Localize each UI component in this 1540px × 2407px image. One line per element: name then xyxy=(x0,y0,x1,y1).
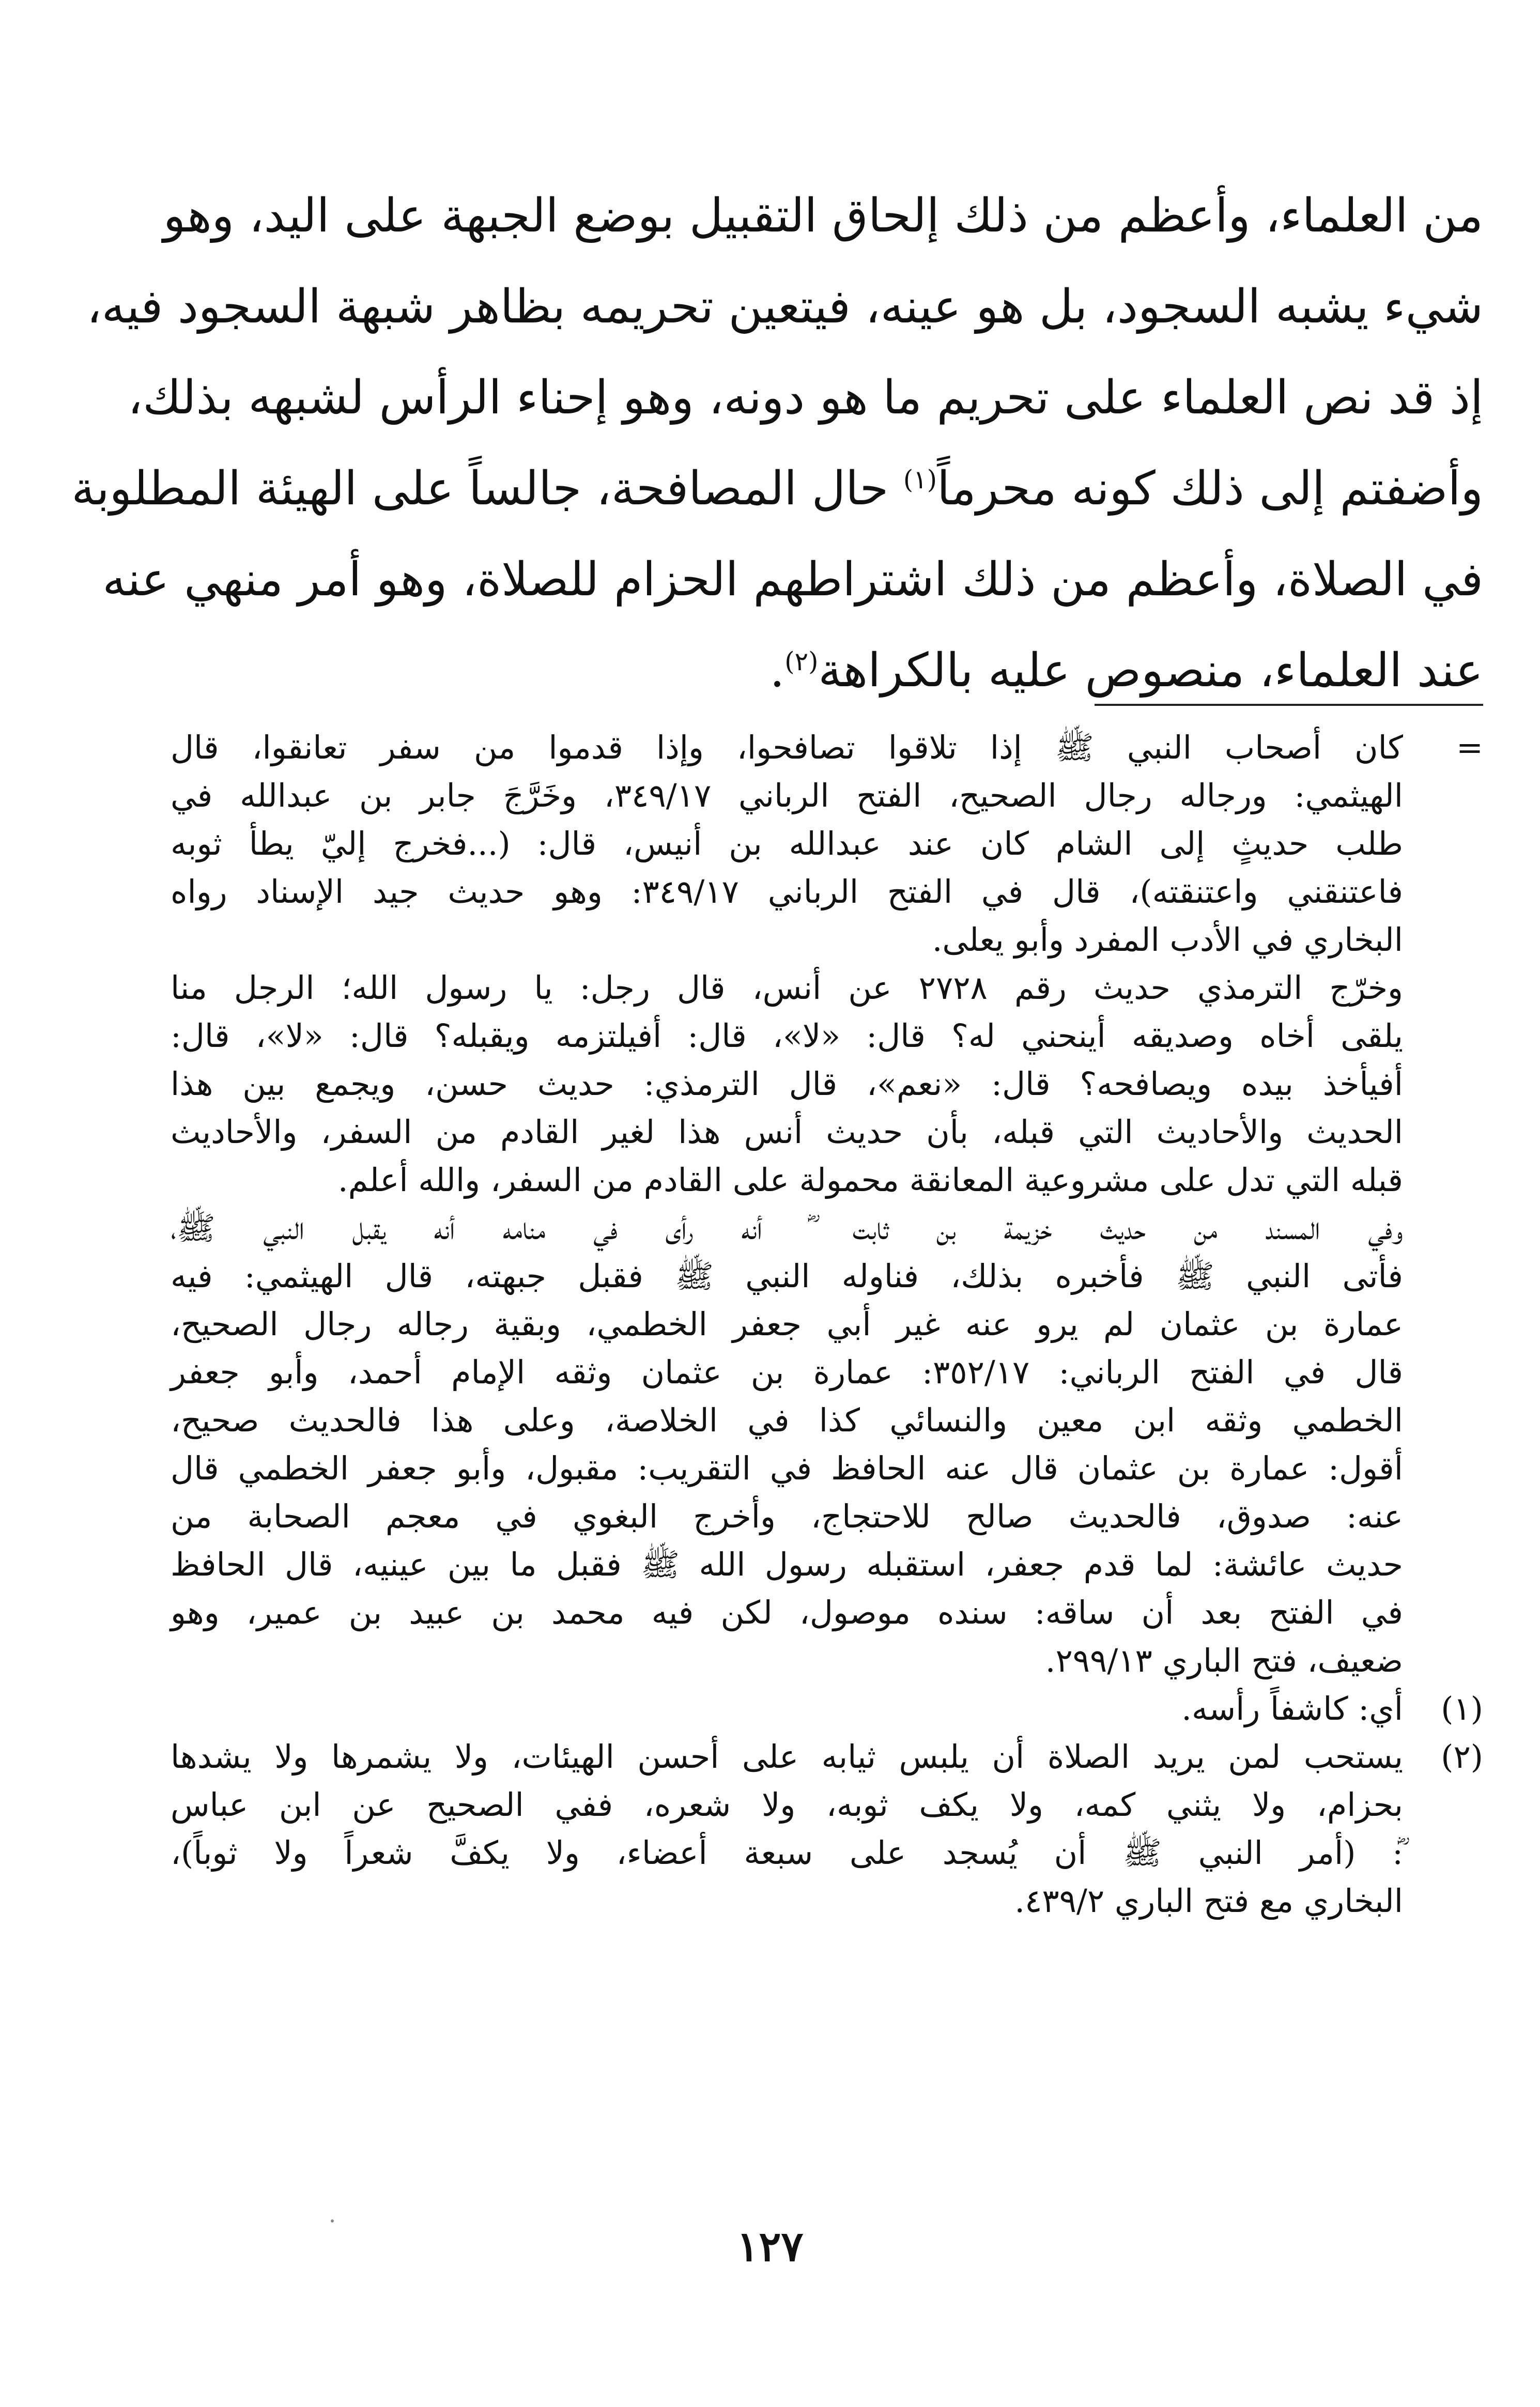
main-line-4-part2: حال المصافحة، جالساً على الهيئة المطلوبة xyxy=(71,461,903,516)
footnote-line: الحديث والأحاديث التي قبله، بأن حديث أنس هذا لغير القادم من السفر، والأحاديث xyxy=(171,1113,1403,1151)
footnote-ref-2: (٢) xyxy=(784,646,819,676)
footnote-line: طلب حديثٍ إلى الشام كان عند عبدالله بن أنيس، قال: (...فخرج إليّ يطأ ثوبه xyxy=(171,825,1403,862)
footnote-line: يستحب لمن يريد الصلاة أن يلبس ثيابه على أحسن الهيئات، ولا يشمرها ولا يشدها xyxy=(171,1738,1403,1776)
main-line-6 xyxy=(171,625,1483,716)
footnote-line: في الفتح بعد أن ساقه: سنده موصول، لكن فيه محمد بن عبيد بن عمير، وهو xyxy=(171,1594,1403,1631)
footnote-line: يلقى أخاه وصديقه أينحني له؟ قال: «لا»، قال: أفيلتزمه ويقبله؟ قال: «لا»، قال: xyxy=(171,1017,1403,1055)
footnote-line: وفي المسند من حديث خزيمة بن ثابت ؓ أنه رأى في منامه أنه يقبل النبي ﷺ، xyxy=(171,1209,1403,1247)
footnote-line: كان أصحاب النبي ﷺ إذا تلاقوا تصافحوا، وإذا قدموا من سفر تعانقوا، قال xyxy=(171,729,1403,766)
main-line-3: إذ قد نص العلماء على تحريم ما هو دونه، وهو إحناء الرأس لشبهه بذلك، xyxy=(128,371,1483,425)
footnotes-section xyxy=(171,723,1483,1925)
main-line-4 xyxy=(71,443,1483,534)
main-line-1: من العلماء، وأعظم من ذلك إلحاق التقبيل بوضع الجبهة على اليد، وهو xyxy=(163,189,1483,243)
scan-speck xyxy=(331,2219,334,2223)
footnote-paragraph-tirmidhi xyxy=(171,964,1483,1204)
footnote-line: قبله التي تدل على مشروعية المعانقة محمولة على القادم من السفر، والله أعلم. xyxy=(337,1161,1403,1199)
footnote-line: أفيأخذ بيده ويصافحه؟ قال: «نعم»، قال الترمذي: حديث حسن، ويجمع بين هذا xyxy=(171,1065,1403,1103)
footnote-continued xyxy=(171,723,1483,964)
footnote-continuation-marker: = xyxy=(1456,729,1483,766)
main-line-2: شيء يشبه السجود، بل هو عينه، فيتعين تحريمه بظاهر شبهة السجود فيه، xyxy=(86,280,1483,334)
footnote-line: البخاري مع فتح الباري ٤٣٩/٢. xyxy=(1014,1882,1403,1920)
footnote-2 xyxy=(171,1733,1483,1925)
footnote-line: الخطمي وثقه ابن معين والنسائي كذا في الخلاصة، وعلى هذا فالحديث صحيح، xyxy=(171,1401,1403,1439)
footnote-line: عمارة بن عثمان لم يرو عنه غير أبي جعفر الخطمي، وبقية رجاله رجال الصحيح، xyxy=(171,1305,1403,1343)
footnote-line: ؓ: (أمر النبي ﷺ أن يُسجد على سبعة أعضاء، ولا يكفَّ شعراً ولا ثوباً)، xyxy=(171,1834,1403,1872)
main-line-6-part2: . xyxy=(769,643,785,698)
footnote-line: أقول: عمارة بن عثمان قال عنه الحافظ في التقريب: مقبول، وأبو جعفر الخطمي قال xyxy=(171,1449,1403,1487)
footnote-line: ضعيف، فتح الباري ٢٩٩/١٣. xyxy=(1045,1642,1403,1679)
main-line-5: في الصلاة، وأعظم من ذلك اشتراطهم الحزام للصلاة، وهو أمر منهي عنه xyxy=(102,552,1483,607)
footnote-line: عنه: صدوق، فالحديث صالح للاحتجاج، وأخرج البغوي في معجم الصحابة من xyxy=(171,1498,1403,1535)
footnote-line: فاعتنقني واعتنقته)، قال في الفتح الرباني ٣٤٩/١٧: وهو حديث جيد الإسناد رواه xyxy=(171,873,1404,911)
footnote-line: قال في الفتح الرباني: ٣٥٢/١٧: عمارة بن عثمان وثقه الإمام أحمد، وأبو جعفر xyxy=(171,1353,1403,1391)
footnote-paragraph-musnad xyxy=(171,1204,1483,1685)
footnote-line: بحزام، ولا يثني كمه، ولا يكف ثوبه، ولا شعره، ففي الصحيح عن ابن عباس xyxy=(171,1786,1403,1824)
footnote-separator xyxy=(1095,704,1483,706)
main-line-6-part1: عند العلماء، منصوص عليه بالكراهة xyxy=(818,643,1483,698)
footnote-line: البخاري في الأدب المفرد وأبو يعلى. xyxy=(932,921,1403,959)
footnote-line: أي: كاشفاً رأسه. xyxy=(1181,1690,1403,1727)
footnote-line: فأتى النبي ﷺ فأخبره بذلك، فناوله النبي ﷺ فقبل جبهته، قال الهيثمي: فيه xyxy=(171,1257,1403,1295)
main-body-text xyxy=(71,171,1483,716)
footnote-line: حديث عائشة: لما قدم جعفر، استقبله رسول الله ﷺ فقبل ما بين عينيه، قال الحافظ xyxy=(171,1546,1403,1583)
main-line-4-part1: وأضفتم إلى ذلك كونه محرماً xyxy=(937,461,1483,516)
footnote-line: وخرّج الترمذي حديث رقم ٢٧٢٨ عن أنس، قال رجل: يا رسول الله؛ الرجل منا xyxy=(171,969,1403,1007)
footnote-line: الهيثمي: ورجاله رجال الصحيح، الفتح الرباني ٣٤٩/١٧، وخَرَّجَ جابر بن عبدالله في xyxy=(171,777,1403,814)
footnote-ref-1: (١) xyxy=(903,465,937,495)
footnote-2-marker: (٢) xyxy=(1441,1738,1483,1776)
footnote-1 xyxy=(171,1685,1483,1733)
footnote-1-marker: (١) xyxy=(1441,1690,1483,1727)
page-number: ١٢٧ xyxy=(736,2222,804,2271)
